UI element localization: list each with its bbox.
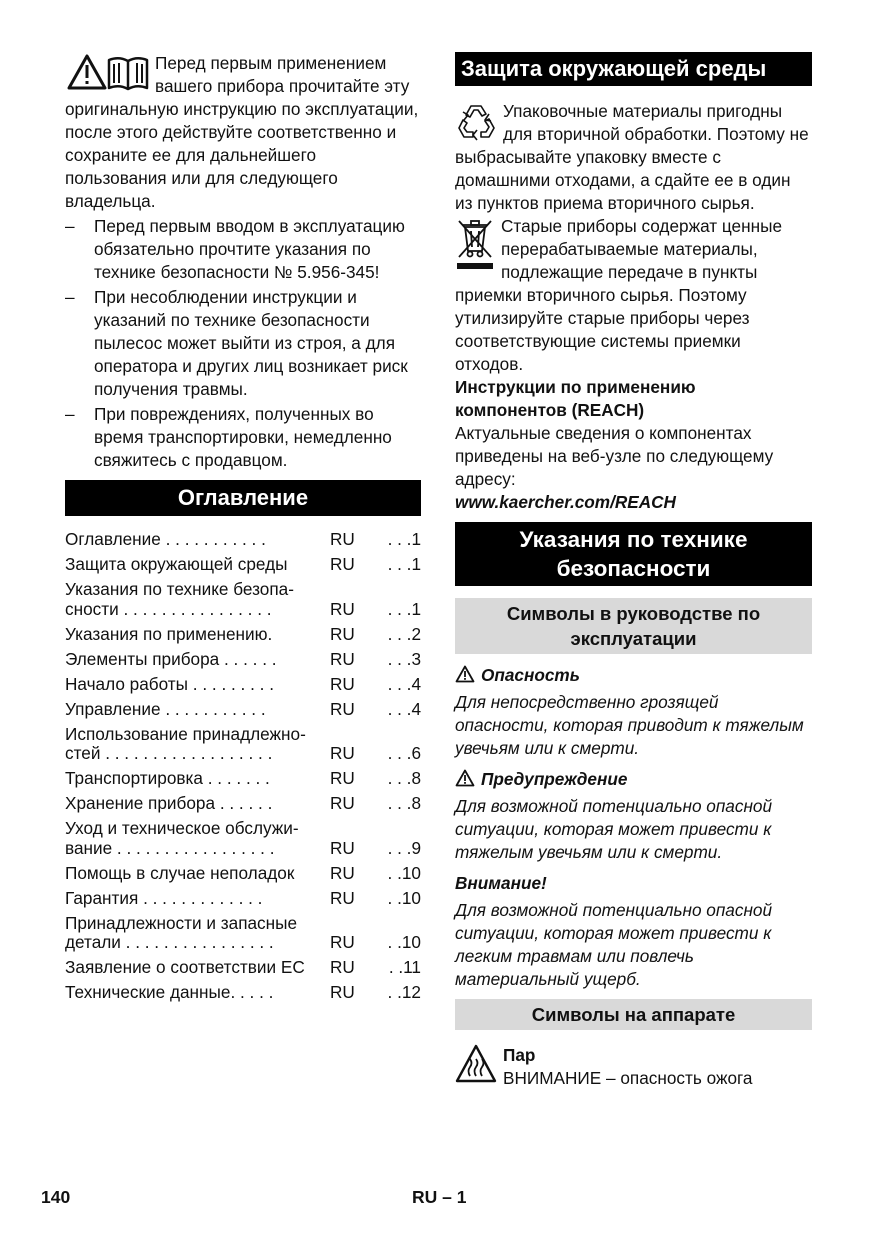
toc-row[interactable]: Помощь в случае неполадок RU . .10 bbox=[65, 862, 421, 883]
environment-heading: Защита окружающей среды bbox=[455, 52, 812, 86]
list-item: – При несоблюдении инструкции и указаний по технике безопасности пылесос может выйти из строя, а для оператора и других лиц возникает риск получения травмы. bbox=[65, 287, 408, 399]
symbols-device-heading: Символы на аппарате bbox=[455, 999, 812, 1030]
toc-row[interactable]: Транспортировка . . . . . . . RU . . .8 bbox=[65, 768, 421, 788]
right-column bbox=[455, 52, 812, 1090]
toc-row[interactable]: Управление . . . . . . . . . . . RU . . .4 bbox=[65, 698, 421, 719]
toc-heading: Оглавление bbox=[65, 480, 421, 516]
toc-row[interactable]: Хранение прибора . . . . . . RU . . .8 bbox=[65, 793, 421, 813]
warning-triangle-icon bbox=[455, 769, 475, 787]
list-item: – Перед первым вводом в эксплуатацию обязательно прочтите указания по технике безопасности № 5.956-345! bbox=[65, 216, 405, 282]
intro-bullet-list bbox=[65, 215, 421, 472]
toc-row[interactable]: Принадлежности и запасные детали . . . . . . . . . . . . . . . . RU . .10 bbox=[65, 912, 421, 952]
warning-text: Для возможной потенциально опасной ситуации, которая может привести к тяжелым увечьям или к смерти. bbox=[455, 796, 773, 862]
left-column bbox=[65, 52, 421, 1008]
toc-row[interactable]: Технические данные. . . . . RU . .12 bbox=[65, 982, 421, 1002]
intro-block bbox=[65, 52, 421, 213]
toc-row[interactable]: Указания по применению. RU . . .2 bbox=[65, 623, 421, 644]
toc-row[interactable]: Гарантия . . . . . . . . . . . . . RU . .10 bbox=[65, 887, 421, 908]
warning-heading: Предупреждение bbox=[455, 768, 812, 791]
caution-text: Для возможной потенциально опасной ситуации, которая может привести к легким травмам или повлечь материальный ущерб. bbox=[455, 900, 773, 989]
steam-label: Пар bbox=[503, 1045, 536, 1065]
intro-text: Перед первым применением вашего прибора прочитайте эту оригинальную инструкцию по эксплуатации, после этого действуйте соответственно и сохраните ее для дальнейшего пользования или для следующего владельца. bbox=[65, 53, 419, 211]
toc-row[interactable]: Использование принадлежно- стей . . . . . . . . . . . . . . . . . . RU . . .6 bbox=[65, 723, 421, 763]
old-devices-block bbox=[455, 215, 812, 376]
recycling-icon bbox=[455, 102, 497, 142]
reach-link[interactable]: www.kaercher.com/REACH bbox=[455, 492, 676, 512]
page-reference: RU – 1 bbox=[412, 1187, 467, 1207]
toc-row[interactable]: Уход и техническое обслужи- вание . . . . . . . . . . . . . . . . . RU . . .9 bbox=[65, 818, 421, 858]
safety-heading: Указания по технике безопасности bbox=[455, 522, 812, 586]
table-of-contents bbox=[65, 530, 421, 1008]
steam-text: ВНИМАНИЕ – опасность ожога bbox=[503, 1068, 753, 1088]
old-devices-text: Старые приборы содержат ценные перерабатываемые материалы, подлежащие передаче в пункты приемки вторичного сырья. Поэтому утилизируйте старые приборы через соответствующие системы приемки отходов. bbox=[455, 216, 782, 374]
caution-heading: Внимание! bbox=[455, 873, 547, 893]
reach-heading: Инструкции по применению компонентов (REACH) bbox=[455, 377, 696, 420]
steam-block bbox=[455, 1044, 812, 1090]
toc-row[interactable]: Начало работы . . . . . . . . . RU . . .4 bbox=[65, 673, 421, 694]
toc-row[interactable]: Элементы прибора . . . . . . RU . . .3 bbox=[65, 648, 421, 669]
warning-triangle-icon bbox=[455, 665, 475, 683]
toc-row[interactable]: Заявление о соответствии ЕС RU . .11 bbox=[65, 957, 421, 977]
warning-read-manual-icon bbox=[65, 52, 151, 96]
toc-row[interactable]: Указания по технике безопа- сности . . . . . . . . . . . . . . . . RU . . .1 bbox=[65, 579, 421, 619]
danger-heading: Опасность bbox=[455, 664, 812, 687]
toc-row[interactable]: Защита окружающей среды RU . . .1 bbox=[65, 554, 421, 574]
crossed-bin-icon bbox=[455, 217, 495, 273]
symbols-manual-heading: Символы в руководстве по эксплуатации bbox=[455, 598, 812, 654]
page-number: 140 bbox=[41, 1187, 71, 1207]
reach-text: Актуальные сведения о компонентах приведены на веб-узле по следующему адресу: bbox=[455, 423, 774, 489]
danger-text: Для непосредственно грозящей опасности, которая приводит к тяжелым увечьям или к смерти. bbox=[455, 692, 804, 758]
hot-steam-icon bbox=[455, 1044, 497, 1084]
toc-row[interactable]: Оглавление . . . . . . . . . . . RU . . .1 bbox=[65, 529, 421, 549]
list-item: – При повреждениях, полученных во время транспортировки, немедленно свяжитесь с продавцом. bbox=[65, 404, 392, 470]
packaging-text: Упаковочные материалы пригодны для вторичной обработки. Поэтому не выбрасывайте упаковку вместе с домашними отходами, а сдайте ее в один из пунктов приема вторичного сырья. bbox=[455, 101, 809, 213]
packaging-block bbox=[455, 100, 812, 215]
